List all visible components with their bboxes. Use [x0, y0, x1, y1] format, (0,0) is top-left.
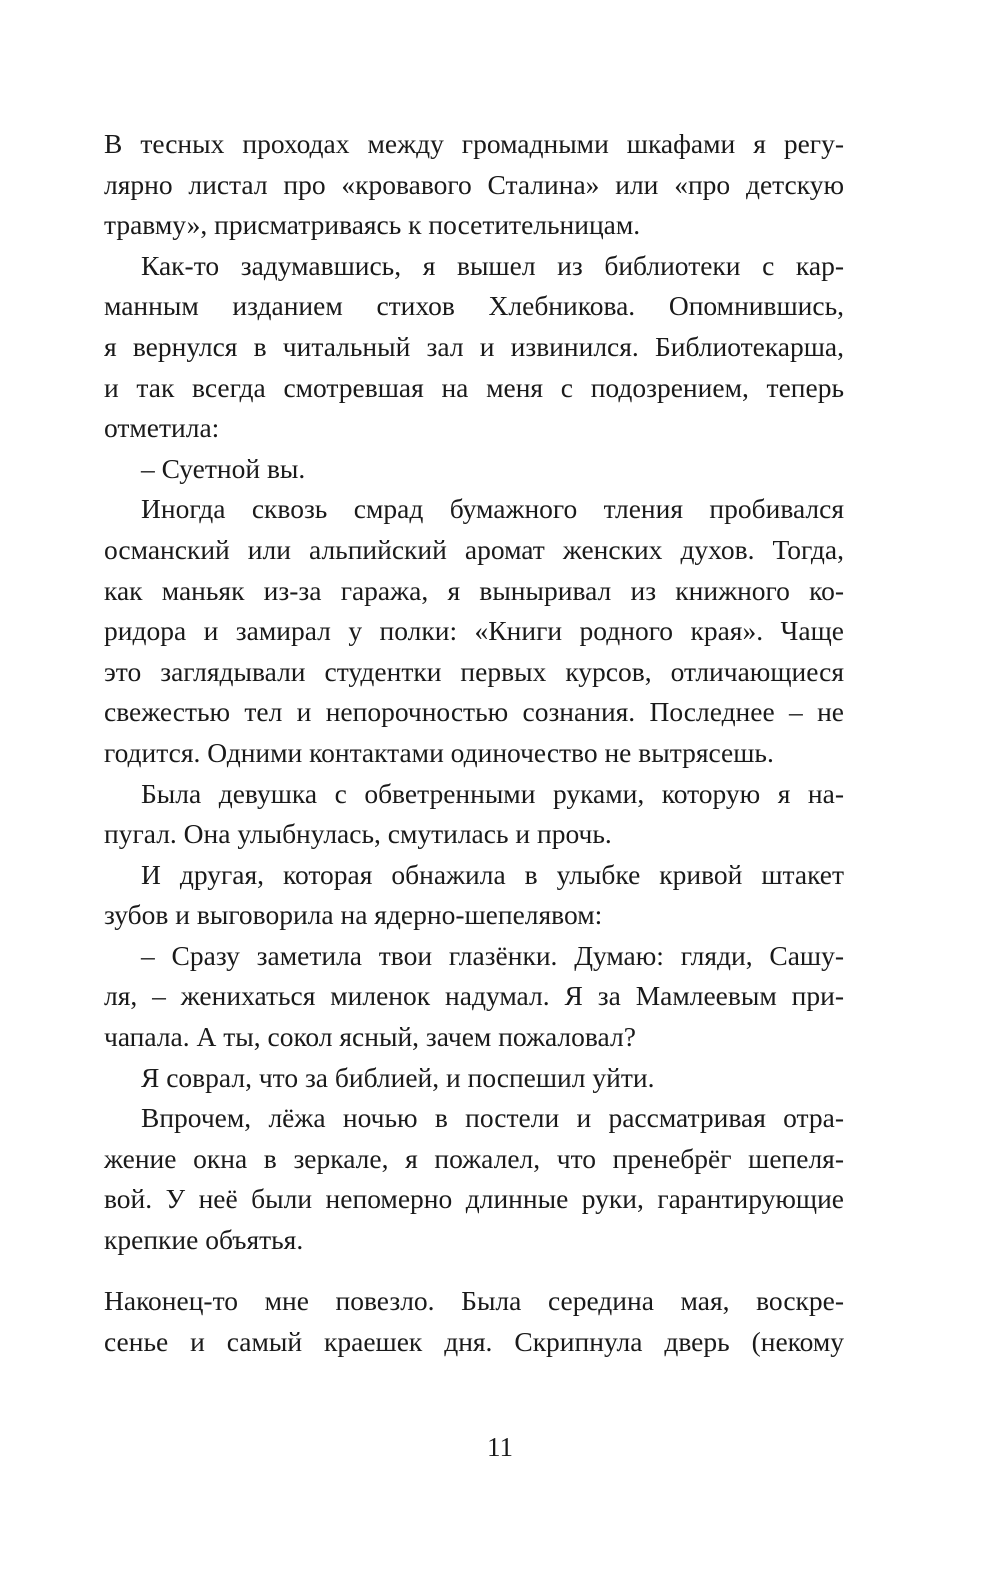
text-section-1: [104, 124, 844, 1261]
text-line: Иногда сквозь смрад бумажного тления пробивался: [141, 493, 844, 525]
text-line: годится. Одними контактами одиночество не вытрясешь.: [104, 736, 774, 768]
text-line: вой. У неё были непомерно длинные руки, гарантирующие: [104, 1183, 844, 1215]
text-line: жение окна в зеркале, я пожалел, что пренебрёг шепеля-: [104, 1142, 844, 1174]
page-number: 11: [487, 1432, 513, 1462]
text-line: – Сразу заметила твои глазёнки. Думаю: гляди, Сашу-: [141, 939, 844, 971]
text-line: Впрочем, лёжа ночью в постели и рассматривая отра-: [141, 1102, 844, 1134]
text-line: это заглядывали студентки первых курсов, отличающиеся: [104, 655, 844, 687]
text-line: Как-то задумавшись, я вышел из библиотеки с кар-: [141, 249, 844, 281]
text-line: манным изданием стихов Хлебникова. Опомнившись,: [104, 290, 844, 322]
text-line: сенье и самый краешек дня. Скрипнула дверь (некому: [104, 1325, 844, 1357]
text-line: Наконец-то мне повезло. Была середина мая, воскре-: [104, 1285, 844, 1316]
text-line: я вернулся в читальный зал и извинился. Библиотекарша,: [104, 330, 844, 362]
text-line: османский или альпийский аромат женских духов. Тогда,: [104, 533, 844, 565]
text-line: Была девушка с обветренными руками, которую я на-: [141, 777, 844, 809]
text-line: зубов и выговорила на ядерно-шепелявом:: [104, 899, 603, 931]
text-line: И другая, которая обнажила в улыбке кривой штакет: [141, 858, 844, 890]
text-section-2: [104, 1281, 844, 1362]
text-line: отметила:: [104, 412, 220, 444]
text-line: – Суетной вы.: [141, 452, 306, 484]
text-line: лярно листал про «кровавого Сталина» или «про детскую: [104, 168, 844, 200]
text-line: чапала. А ты, сокол ясный, зачем пожаловал?: [104, 1021, 636, 1053]
text-line: как маньяк из-за гаража, я выныривал из книжного ко-: [104, 574, 844, 606]
text-line: В тесных проходах между громадными шкафами я регу-: [104, 128, 844, 159]
text-line: ридора и замирал у полки: «Книги родного края». Чаще: [104, 615, 844, 647]
text-line: травму», присматриваясь к посетительницам.: [104, 209, 641, 241]
text-line: свежестью тел и непорочностью сознания. Последнее – не: [104, 696, 844, 728]
text-line: и так всегда смотревшая на меня с подозрением, теперь: [104, 371, 844, 403]
text-line: пугал. Она улыбнулась, смутилась и прочь.: [104, 818, 612, 850]
text-line: крепкие объятья.: [104, 1224, 304, 1256]
text-line: Я соврал, что за библией, и поспешил уйти.: [141, 1061, 655, 1093]
text-line: ля, – женихаться миленок надумал. Я за Мамлеевым при-: [104, 980, 844, 1012]
